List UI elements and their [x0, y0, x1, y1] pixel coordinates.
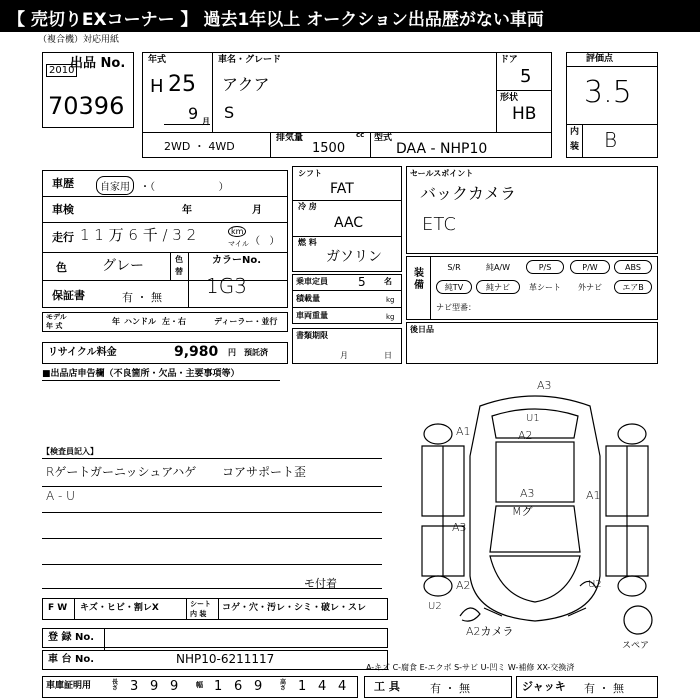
cert-d2-2: 9 [254, 679, 263, 694]
color-change-2: 替 [175, 267, 183, 276]
equip-aw: 純A/W [476, 260, 520, 274]
car-grade: S [224, 103, 235, 122]
interior-label-2: 装 [570, 142, 580, 152]
warranty-label: 保証書 [52, 289, 85, 302]
mileage-value: 1 1 万 6 千 / 3 2 [80, 226, 197, 244]
equip-ext-navi: 外ナビ [570, 280, 610, 294]
certificate-sub1: 長さ [112, 679, 119, 692]
color-number-label: カラーNo. [212, 255, 262, 266]
after-date-box [406, 322, 658, 364]
tools-label: 工 具 [374, 680, 400, 693]
capacity-unit: 名 [384, 277, 392, 286]
lot-label: 出品 No. [70, 56, 126, 71]
mileage-label: 走行 [52, 231, 74, 244]
model-year-label-2: 年 式 [46, 322, 63, 330]
mark-a3-top: A3 [537, 379, 552, 392]
jack-value: 有 ・ 無 [584, 682, 624, 695]
certificate-label: 車庫証明用 [46, 681, 92, 691]
color-label: 色 [56, 261, 67, 274]
year-label: 年式 [148, 55, 167, 65]
drive-value: 2WD ・ 4WD [164, 140, 235, 153]
displacement-unit: cc [356, 131, 365, 139]
cert-d2-1: 6 [234, 679, 243, 694]
month-unit: 月 [202, 117, 210, 126]
tools-value: 有 ・ 無 [430, 682, 470, 695]
mark-a2-front: A2カメラ [466, 625, 514, 638]
model-label: 型式 [374, 133, 393, 143]
inspector-line-1b: コアサポート歪 [222, 465, 307, 479]
registration-label: 登 録 No. [48, 632, 95, 643]
spare-label: スペア [622, 641, 650, 651]
jack-label: ジャッキ [522, 680, 566, 693]
handle-value: 左・右 [162, 317, 186, 326]
color-number: 1G3 [206, 274, 247, 298]
inspector-label: 【検査員記入】 [42, 447, 98, 456]
model-year-label-1: モデル [46, 313, 67, 321]
history-rest: ・（ ） [140, 182, 229, 193]
expiry-label: 書類期限 [296, 331, 328, 340]
certificate-sub3: 高さ [280, 679, 287, 692]
score-label: 評価点 [586, 54, 614, 64]
fuel-label: 燃 料 [298, 238, 317, 247]
expiry-unit: 月 [340, 351, 348, 360]
mark-mg: Mグ [512, 505, 533, 518]
mark-u2-right: U2 [588, 579, 602, 590]
car-name: アクア [222, 75, 270, 94]
inspection-label: 車検 [52, 203, 74, 216]
header-subtitle: （複合機）対応用紙 [38, 35, 120, 45]
shift-label: シフト [298, 169, 322, 178]
equip-seat: 革シート [526, 280, 564, 294]
history-label: 車歴 [52, 177, 74, 190]
capacity-value: 5 [358, 275, 366, 289]
chassis-value: NHP10-6211117 [176, 652, 275, 666]
mileage-mile: マイル [228, 240, 249, 248]
load-unit: kg [386, 296, 395, 304]
color-value: グレー [102, 258, 144, 274]
equip-sr: S/R [436, 260, 472, 274]
lot-year-tag: 2010 [46, 64, 77, 77]
mark-a3-door: A3 [452, 521, 467, 534]
shift-value: FAT [330, 181, 354, 197]
recycle-deposit: 預託済 [244, 348, 268, 357]
sales-point-box [406, 166, 658, 254]
doors-value: 5 [520, 66, 532, 87]
sales-point-label: セールスポイント [410, 169, 474, 178]
navi-model-label: ナビ型番： [436, 303, 476, 312]
equip-pw: P/W [570, 260, 610, 274]
aircon-value: AAC [334, 215, 364, 231]
fw-label: F W [48, 603, 68, 613]
weight-label: 車両重量 [296, 311, 328, 320]
month-value: 9 [188, 104, 199, 123]
interior-value: B [604, 128, 618, 152]
mark-u2-left: U2 [428, 601, 442, 612]
displacement-value: 1500 [312, 141, 346, 156]
mark-a3-top-2: A3 [520, 487, 535, 500]
mark-a2-roof: A2 [518, 429, 533, 442]
weight-unit: kg [386, 313, 395, 321]
mileage-paren: （ ） [250, 236, 280, 247]
legend: A-キズ C-腐食 E-エクボ S-サビ U-凹ミ W-補修 XX-交換済 [366, 663, 575, 672]
name-label: 車名・グレード [218, 55, 282, 65]
after-date-label: 後日品 [410, 325, 434, 334]
mark-a1-left: A1 [456, 425, 471, 438]
history-value: 自家用 [96, 176, 134, 195]
equip-airbag: エアB [614, 280, 652, 294]
lot-number: 70396 [48, 92, 125, 120]
certificate-sub2: 幅 [196, 681, 203, 689]
cert-d1-2: 9 [170, 679, 179, 694]
year-value: 25 [168, 72, 196, 97]
model-year-unit: 年 [112, 317, 120, 326]
mileage-unit: km [228, 226, 246, 237]
equip-abs: ABS [614, 260, 652, 274]
cert-d3-2: 4 [338, 679, 347, 694]
sales-point-line1: バックカメラ [420, 184, 517, 203]
equip-tv: 純TV [436, 280, 472, 294]
month-underline [164, 124, 210, 125]
cert-d3-1: 4 [318, 679, 327, 694]
aircon-label: 冷 房 [298, 202, 317, 211]
inspection-year-unit: 年 [182, 205, 192, 216]
capacity-label: 乗車定員 [296, 277, 328, 286]
expiry-unit2: 日 [384, 351, 392, 360]
fw-handnote: モ付着 [304, 577, 337, 590]
chassis-label: 車 台 No. [48, 654, 95, 665]
mark-a2-bottom: A2 [456, 579, 471, 592]
header-title: 【 売切りEXコーナー 】 過去1年以上 オークション出品歴がない車両 [8, 10, 544, 30]
displacement-label: 排気量 [276, 133, 304, 143]
shape-label: 形状 [500, 93, 519, 103]
sales-point-line2: ETC [422, 214, 456, 235]
color-change-1: 色 [175, 255, 183, 264]
seat-label-1: シート [190, 600, 211, 608]
year-era: H [150, 76, 164, 97]
seat-value: コゲ・穴・汚レ・シミ・破レ・スレ [222, 603, 367, 613]
fuel-value: ガソリン [326, 249, 382, 265]
interior-label-1: 内 [570, 127, 580, 137]
warranty-value: 有 ・ 無 [122, 291, 162, 304]
inspector-line-2: A - U [46, 489, 75, 503]
cert-d2-0: 1 [214, 679, 223, 694]
dealer-label: ディーラー・並行 [214, 317, 278, 326]
load-label: 積載量 [296, 294, 320, 303]
shape-value: HB [512, 104, 537, 124]
score-value: 3.5 [584, 75, 632, 110]
inspection-month-unit: 月 [252, 205, 262, 216]
seat-label-2: 内 装 [190, 610, 207, 618]
cert-d1-0: 3 [130, 679, 139, 694]
fw-value: キズ・ヒビ・割レX [80, 603, 159, 613]
recycle-value: 9,980 [174, 344, 219, 360]
equip-navi: 純ナビ [476, 280, 520, 294]
cert-d1-1: 9 [150, 679, 159, 694]
recycle-label: リサイクル料金 [48, 347, 117, 358]
mark-u1: U1 [526, 413, 540, 424]
mark-a1-right: A1 [586, 489, 601, 502]
cert-d3-0: 1 [298, 679, 307, 694]
model-value: DAA - NHP10 [396, 141, 488, 157]
door-label: ドア [500, 55, 518, 65]
equip-ps: P/S [526, 260, 564, 274]
recycle-unit: 円 [228, 348, 236, 357]
handle-label: ハンドル [124, 317, 156, 326]
seller-notes-label: ■出品店申告欄（不良箇所・欠品・主要事項等） [42, 369, 240, 379]
inspector-line-1: Rゲートガーニッシュアハゲ [46, 465, 197, 479]
equipment-label: 装備 [414, 268, 424, 291]
